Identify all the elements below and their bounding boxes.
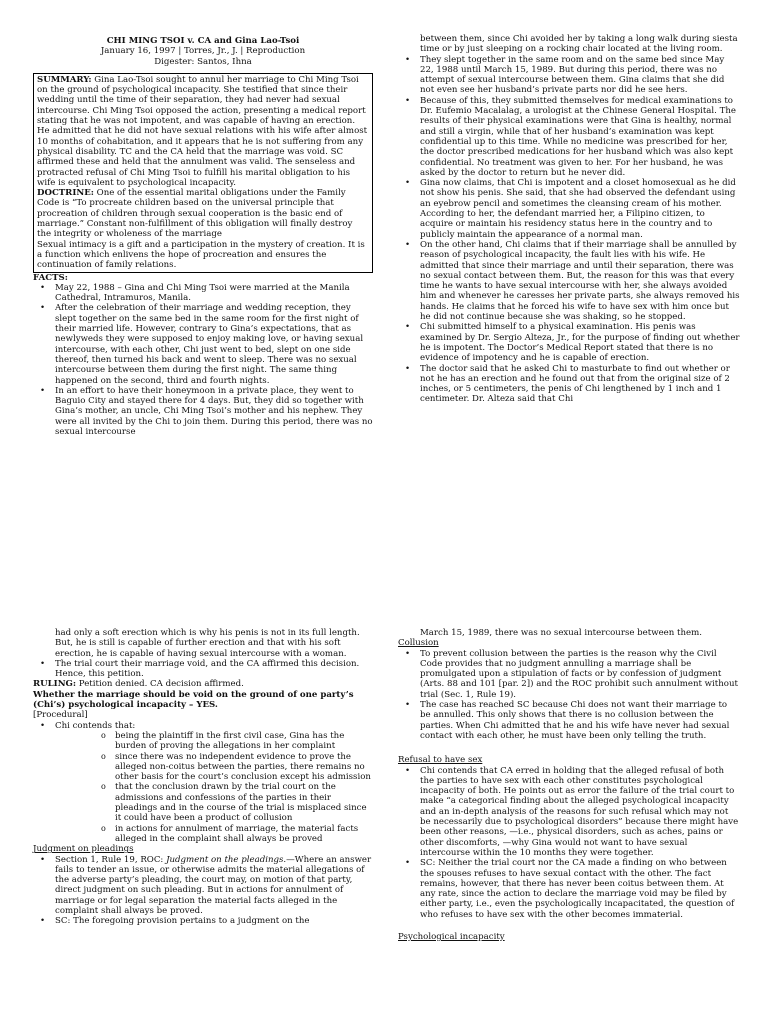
doctrine-text: One of the essential marital obligations under the Family Code is “To procreate children based on the universal principle that procreation of children through sexual cooperation is the basic end of marriage.” Constant non-fulfillment of this obligation will finally destroy the integrity or wholeness of the marriage <box>37 188 353 240</box>
summary-box <box>33 73 373 273</box>
list-item: • After the celebration of their marriage and wedding reception, they slept together on the same bed in the same room for the first night of their married life. However, contrary to Gina’s expectations, that as newlyweds they were supposed to enjoy making love, or having sexual intercourse, with each other, Chi just went to bed, slept on one side thereof, then turned his back and went to sleep. There was no sexual intercourse between them during the first night. The same thing happened on the second, third and fourth nights. <box>55 303 373 385</box>
sub-list-item: o in actions for annulment of marriage, the material facts alleged in the complaint shall always be proved <box>115 824 373 845</box>
doctrine-paragraph-2: Sexual intimacy is a gift and a participation in the mystery of creation. It is a function which enlivens the hope of procreation and ensures the continuation of family relations. <box>37 239 365 271</box>
sub-list <box>55 731 373 844</box>
list-item: • SC: Neither the trial court nor the CA made a finding on who between the spouses refuses to have sexual contact with the other. The fact remains, however, that there has never been coitus between them. At any rate, since the action to declare the marriage void may be filed by either party, i.e., even the psychologically incapacitated, the question of who refuses to have sex with the other becomes immaterial. <box>420 858 740 920</box>
page1-right-column <box>398 34 740 405</box>
ruling-paragraph <box>33 679 373 689</box>
doctrine-label: DOCTRINE: <box>37 188 94 199</box>
list-item: • May 22, 1988 – Gina and Chi Ming Tsoi were married at the Manila Cathedral, Intramuros, Manila. <box>55 283 373 304</box>
case-title: CHI MING TSOI v. CA and Gina Lao-Tsoi <box>106 36 300 46</box>
list-item: • Chi contends that CA erred in holding that the alleged refusal of both the parties to have sex with each other constitutes psychological incapacity of both. He points out as error the failure of the trial court to make “a categorical finding about the alleged psychological incapacity and an in-depth analysis of the reasons for such refusal which may not be necessarily due to psychological disorders” because there might have been other reasons, —i.e., physical disorders, such as aches, pains or other discomforts, —why Gina would not want to have sexual intercourse within the 10 months they were together. <box>420 766 740 859</box>
list-item: • Gina now claims, that Chi is impotent and a closet homosexual as he did not show his penis. She said, that she had observed the defendant using an eyebrow pencil and sometimes the cleansing cream of his mother. According to her, the defendant married her, a Filipino citizen, to acquire or maintain his residency status here in the country and to publicly maintain the appearance of a normal man. <box>420 178 740 240</box>
summary-paragraph <box>37 75 369 188</box>
list-item <box>55 855 373 917</box>
list-item: • Because of this, they submitted themselves for medical examinations to Dr. Eufemio Macalalag, a urologist at the Chinese General Hospital. The results of their physical examinations were that Gina is healthy, normal and still a virgin, while that of her husband’s examination was kept confidential up to this time. While no medicine was prescribed for her, the doctor prescribed medications for her husband which was also kept confidential. No treatment was given to her. For her husband, he was asked by the doctor to return but he never did. <box>420 96 740 178</box>
rule-text: —Where an answer fails to tender an issue, or otherwise admits the material allegations of the adverse party’s pleading, the court may, on motion of that party, direct judgment on such pleading. But in actions for annulment of marriage or for legal separation the material facts alleged in the complaint shall always be proved. <box>55 854 372 917</box>
sub-list-item: o being the plaintiff in the first civil case, Gina has the burden of proving the allegations in her complaint <box>115 731 373 752</box>
refusal-list <box>398 766 740 920</box>
continued-text: March 15, 1989, there was no sexual intercourse between them. <box>420 628 702 638</box>
case-meta: January 16, 1997 | Torres, Jr., J. | Reproduction <box>100 46 306 57</box>
page1-left-column <box>33 36 373 437</box>
procedural-list <box>33 721 373 845</box>
list-item: • SC: The foregoing provision pertains to a judgment on the <box>55 916 373 926</box>
sub-list-item: o that the conclusion drawn by the trial court on the admissions and confessions of the parties in their pleadings and in the course of the trial is misplaced since it could have been a product of collusion <box>115 782 373 823</box>
issue-heading: Whether the marriage should be void on the ground of one party’s (Chi’s) psychological incapacity – YES. <box>33 689 354 711</box>
ruling-label: RULING: <box>33 679 77 690</box>
list-item <box>55 721 373 845</box>
psych-incapacity-heading: Psychological incapacity <box>398 932 505 943</box>
summary-label: SUMMARY: <box>37 74 92 85</box>
list-item: • The doctor said that he asked Chi to masturbate to find out whether or not he has an erection and he found out that from the original size of 2 inches, or 5 centimeters, the penis of Chi lengthened by 1 inch and 1 centimeter. Dr. Alteza said that Chi <box>420 364 740 405</box>
facts-list-continued <box>398 55 740 405</box>
judgment-pleadings-list <box>33 855 373 927</box>
list-item: • To prevent collusion between the parties is the reason why the Civil Code provides that no judgment annulling a marriage shall be promulgated upon a stipulation of facts or by confession of judgment (Arts. 88 and 101 [par. 2]) and the ROC prohibit such annulment without trial (Sec. 1, Rule 19). <box>420 649 740 700</box>
list-item: • They slept together in the same room and on the same bed since May 22, 1988 until March 15, 1989. But during this period, there was no attempt of sexual intercourse between them. Gina claims that she did not even see her husband’s private parts nor did he see hers. <box>420 55 740 96</box>
procedural-label: [Procedural] <box>33 710 88 721</box>
facts-list <box>33 283 373 437</box>
facts-list-end <box>33 659 373 680</box>
sub-list-item: o since there was no independent evidence to prove the alleged non-coitus between the parties, there remains no other basis for the court’s conclusion except his admission <box>115 752 373 783</box>
list-item: • Chi submitted himself to a physical examination. His penis was examined by Dr. Sergio Alteza, Jr., for the purpose of finding out whether he is impotent. The Doctor’s Medical Report stated that there is no evidence of impotency and he is capable of erection. <box>420 322 740 363</box>
judgment-pleadings-heading: Judgment on pleadings <box>33 844 134 855</box>
rule-citation: Section 1, Rule 19, ROC: <box>55 854 167 865</box>
digester-line: Digester: Santos, Ihna <box>154 56 252 67</box>
list-item: • In an effort to have their honeymoon in a private place, they went to Baguio City and stayed there for 4 days. But, they did so together with Gina’s mother, an uncle, Chi Ming Tsoi’s mother and his nephew. They were all invited by the Chi to join them. During this period, there was no sexual intercourse <box>55 386 373 437</box>
page2-left-column <box>33 628 373 927</box>
continued-text: had only a soft erection which is why his penis is not in its full length. But, he is still is capable of further erection and that with his soft erection, he is capable of having sexual intercourse with a woman. <box>55 628 360 659</box>
collusion-list <box>398 649 740 742</box>
rule-title: Judgment on the pleadings. <box>166 854 287 865</box>
chi-contends-text: Chi contends that: <box>55 720 136 731</box>
ruling-text: Petition denied. CA decision affirmed. <box>76 679 244 690</box>
collusion-heading: Collusion <box>398 638 439 649</box>
list-item: • The trial court their marriage void, and the CA affirmed this decision. Hence, this petition. <box>55 659 373 680</box>
refusal-heading: Refusal to have sex <box>398 755 483 766</box>
page2-right-column <box>398 628 740 942</box>
summary-text: Gina Lao-Tsoi sought to annul her marriage to Chi Ming Tsoi on the ground of psychological incapacity. She testified that since their wedding until the time of their separation, they had never had sexual intercourse. Chi Ming Tsoi opposed the action, presenting a medical report stating that he was not impotent, and was capable of having an erection. He admitted that he did not have sexual relations with his wife after almost 10 months of cohabitation, and it appears that he is not suffering from any physical disability. TC and the CA held that the marriage was void. SC affirmed these and held that the annulment was valid. The senseless and protracted refusal of Chi Ming Tsoi to fulfill his marital obligation to his wife is equivalent to psychological incapacity. <box>37 74 368 188</box>
list-item: • The case has reached SC because Chi does not want their marriage to be annulled. This only shows that there is no collusion between the parties. When Chi admitted that he and his wife have never had sexual contact with each other, he must have been only telling the truth. <box>420 700 740 741</box>
doctrine-paragraph <box>37 188 369 239</box>
facts-heading: FACTS: <box>33 272 68 283</box>
continued-text: between them, since Chi avoided her by taking a long walk during siesta time or by just sleeping on a rocking chair located at the living room. <box>420 34 738 55</box>
list-item: • On the other hand, Chi claims that if their marriage shall be annulled by reason of psychological incapacity, the fault lies with his wife. He admitted that since their marriage and until their separation, there was no sexual contact between them. But, the reason for this was that every time he wants to have sexual intercourse with her, she always avoided him and whenever he caresses her private parts, she always removed his hands. He claims that he forced his wife to have sex with him once but he did not continue because she was shaking, so he stopped. <box>420 240 740 322</box>
